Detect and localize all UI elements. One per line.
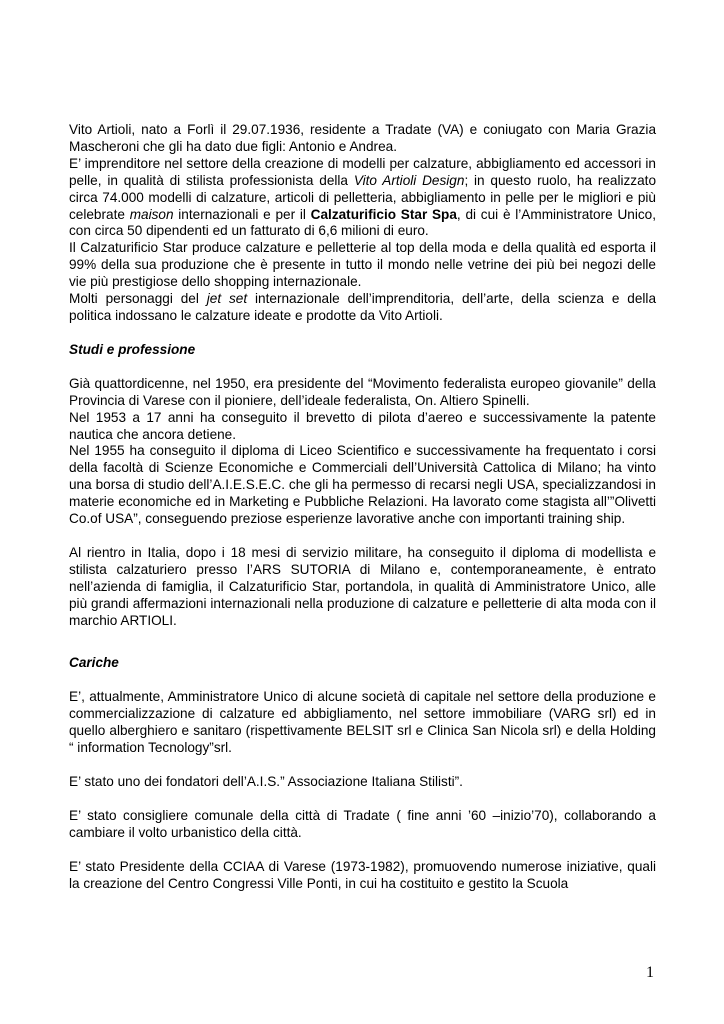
intro-p2-text-b: ; in questo ruolo, ha realizzato circa 74.000 modelli di calzature, articoli di pelletteria, abbigliamento in pelle per le migliori e più celebrate <box>69 172 657 222</box>
intro-paragraph-4 <box>69 291 656 325</box>
spacer <box>69 791 656 808</box>
spacer <box>69 672 656 689</box>
studi-paragraph-1: Già quattordicenne, nel 1950, era presidente del “Movimento federalista europeo giovanile” della Provincia di Varese con il pioniere, dell’ideale federalista, On. Altiero Spinelli. <box>69 375 656 408</box>
section-heading-studi: Studi e professione <box>69 341 196 357</box>
intro-paragraph-3: Il Calzaturificio Star produce calzature e pelletterie al top della moda e della qualità ed esporta il 99% della sua produzione che è presente in tutto il mondo nelle vetrine dei più bei negozi delle vie più prestigiose dello shopping internazionale. <box>69 240 656 290</box>
studi-paragraph-3: Nel 1955 ha conseguito il diploma di Liceo Scientifico e successivamente ha frequentato i corsi della facoltà di Scienze Economiche e Commerciali dell’Università Cattolica di Milano; ha vinto una borsa di studio dell’A.I.E.S.E.C. che gli ha permesso di recarsi negli USA, specializzandosi in materie economiche ed in Marketing e Pubbliche Relazioni. Ha lavorato come stagista all’”Olivetti Co.of USA”, conseguendo preziose esperienze lavorative anche con importanti training ship. <box>69 443 656 527</box>
spacer <box>69 528 656 545</box>
company-name-bold: Calzaturificio Star Spa <box>310 206 457 222</box>
spacer <box>69 325 656 342</box>
spacer <box>69 629 656 655</box>
intro-p2-text-a: E’ imprenditore nel settore della creazione di modelli per calzature, abbigliamento ed accessori in pelle, in qualità di stilista professionista della <box>69 155 656 188</box>
cariche-paragraph-2: E’ stato uno dei fondatori dell’A.I.S.” Associazione Italiana Stilisti”. <box>69 774 463 789</box>
cariche-paragraph-1: E’, attualmente, Amministratore Unico di alcune società di capitale nel settore della produzione e commercializzazione di calzature ed abbigliamento, nel settore immobiliare (VARG srl) ed in quello alberghiero e sanitaro (rispettivamente BELSIT srl e Clinica San Nicola srl) e della Holding “ information Tecnology”srl. <box>69 689 656 756</box>
page-number: 1 <box>646 964 654 981</box>
intro-paragraph-2 <box>69 156 656 241</box>
intro-paragraph-1: Vito Artioli, nato a Forlì il 29.07.1936, residente a Tradate (VA) e coniugato con Maria Grazia Mascheroni che gli ha dato due figli: Antonio e Andrea. <box>69 122 656 154</box>
spacer <box>69 757 656 774</box>
maison-italic: maison <box>129 206 174 222</box>
brand-name-italic: Vito Artioli Design <box>353 172 465 188</box>
intro-p4-text-a: Molti personaggi del <box>69 291 207 307</box>
cariche-paragraph-3: E’ stato consigliere comunale della città di Tradate ( fine anni ’60 –inizio’70), collaborando a cambiare il volto urbanistico della città. <box>69 807 656 840</box>
studi-paragraph-2: Nel 1953 a 17 anni ha conseguito il brevetto di pilota d’aereo e successivamente la patente nautica che ancora detiene. <box>69 409 656 442</box>
cariche-paragraph-4: E’ stato Presidente della CCIAA di Varese (1973-1982), promuovendo numerose iniziative, quali la creazione del Centro Congressi Ville Ponti, in cui ha costituito e gestito la Scuola <box>69 858 656 891</box>
section-heading-cariche: Cariche <box>69 655 119 671</box>
jet-set-italic: jet set <box>206 291 248 307</box>
intro-p4-text-b: internazionale dell’imprenditoria, dell’arte, della scienza e della politica indossano le calzature ideate e prodotte da Vito Artioli. <box>69 291 656 323</box>
intro-p2-text-c: internazionali e per il <box>173 206 311 222</box>
studi-paragraph-4: Al rientro in Italia, dopo i 18 mesi di servizio militare, ha conseguito il diploma di modellista e stilista calzaturiero presso l’ARS SUTORIA di Milano e, contemporaneamente, è entrato nell’azienda di famiglia, il Calzaturificio Star, portandola, in qualità di Amministratore Unico, alle più grandi affermazioni internazionali nella produzione di calzature e pelletterie di alta moda con il marchio ARTIOLI. <box>69 544 656 628</box>
spacer <box>69 359 656 376</box>
intro-p2-text-d: , di cui è l’Amministratore Unico, con circa 50 dipendenti ed un fatturato di 6,6 milioni di euro. <box>69 206 656 239</box>
spacer <box>69 842 656 859</box>
